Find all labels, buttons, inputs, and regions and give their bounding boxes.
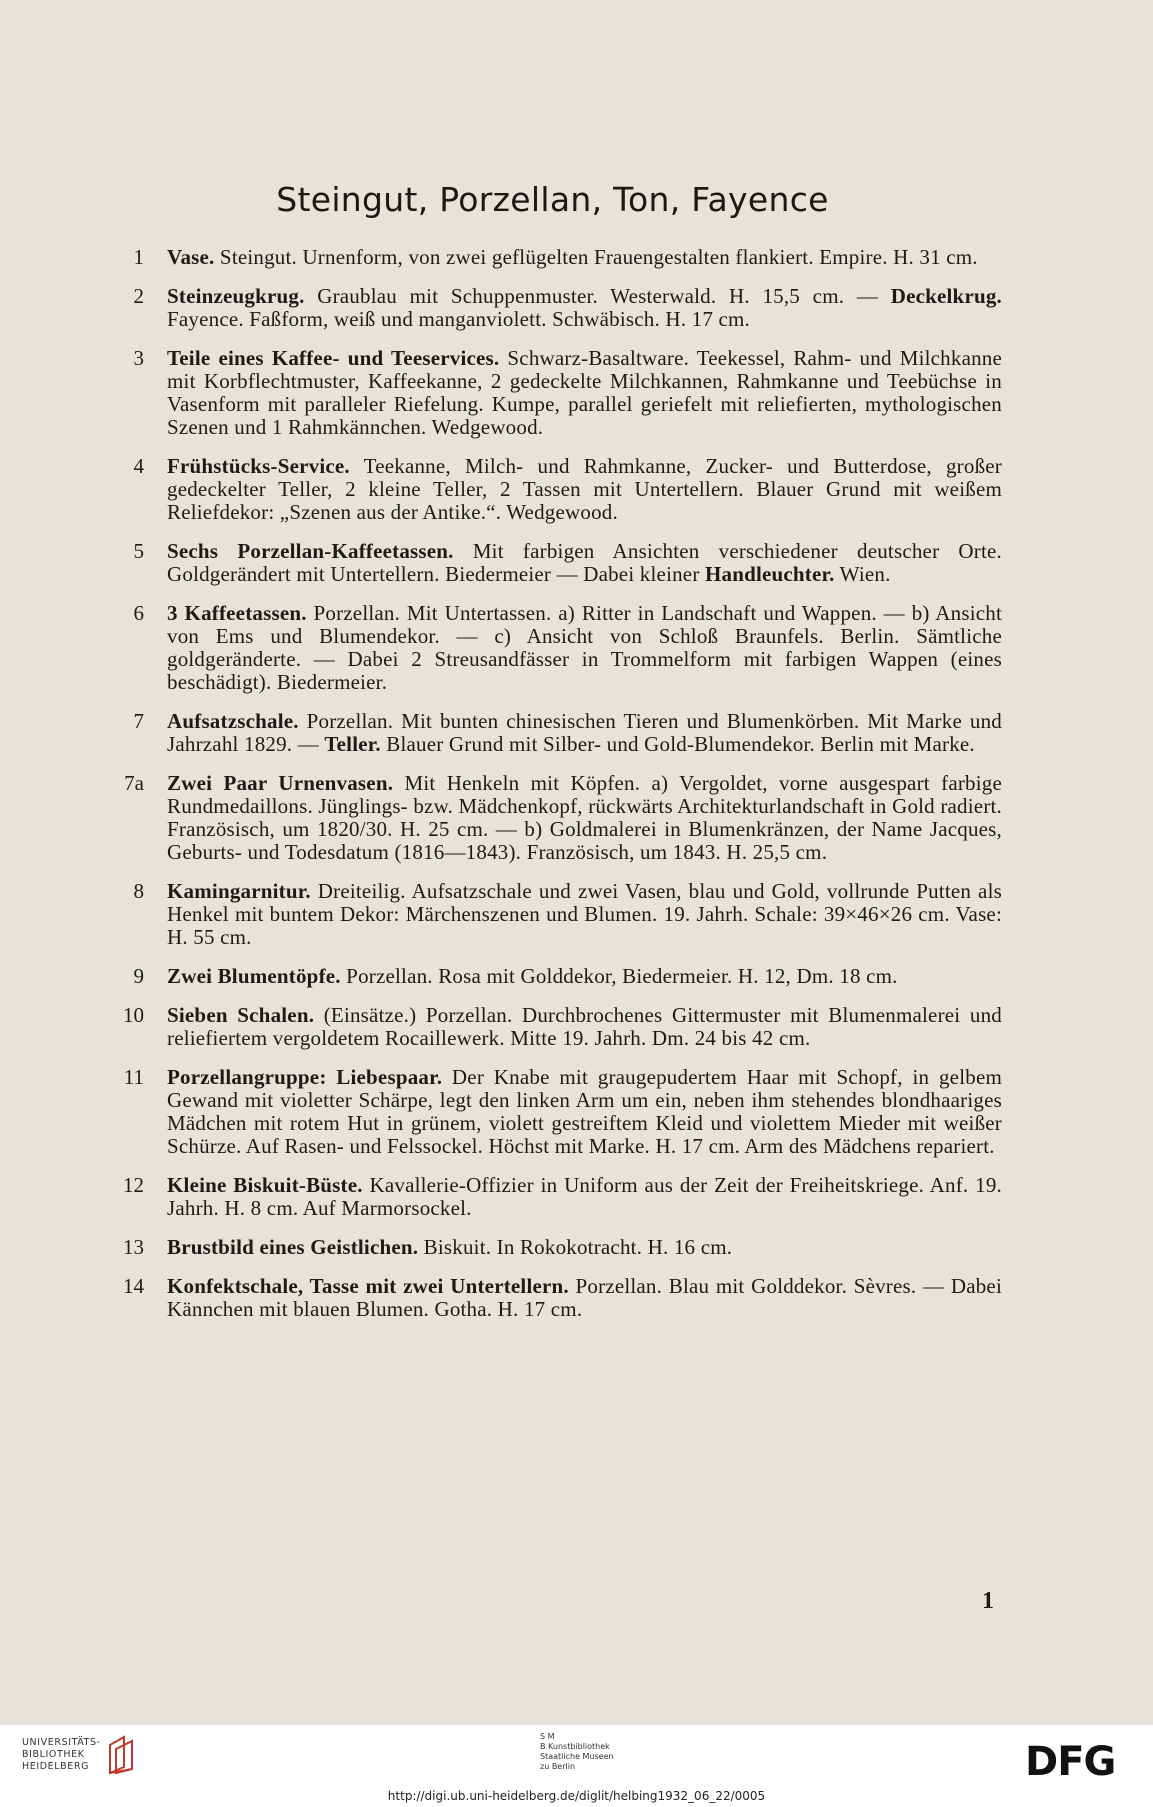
entry-title: Sieben Schalen. [167,1003,315,1027]
entry-title: Sechs Porzellan-Kaffeetassen. [167,539,454,563]
entry-description: Mit Henkeln mit Köpfen. a) Vergoldet, vorne ausgespart farbige Rundmedaillons. Jünglings- bzw. Mädchenkopf, rückwärts Architekturlandschaft in Gold radiert. Französisch, um 1820/30. H. 25 cm. — b) Goldmalerei in Blumenkränzen, der Name Jacques, Geburts- und Todesdatum (1816—1843). Französisch, um 1843. H. 25,5 cm. [167,771,1002,864]
entry-description: Porzellan. Blau mit Golddekor. Sèvres. — Dabei Kännchen mit blauen Blumen. Gotha. H. 17 cm. [167,1274,1002,1321]
entry-description: Steingut. Urnenform, von zwei geflügelten Frauengestalten flankiert. Empire. H. 31 cm. [214,245,978,269]
entry-number: 1 [133,245,144,269]
entry-title: Deckelkrug. [890,284,1002,308]
entry-text [167,772,1002,864]
library-line: B Kunstbibliothek [540,1742,610,1751]
catalog-entry [112,710,1002,756]
catalog-entry [112,602,1002,694]
entry-description: Graublau mit Schuppenmuster. Westerwald. H. 15,5 cm. — [304,284,891,308]
entry-number: 3 [133,346,144,370]
catalog-entry-list [112,246,1002,1337]
entry-text [167,455,1002,524]
entry-description: Porzellan. Rosa mit Golddekor, Biedermeier. H. 12, Dm. 18 cm. [340,964,898,988]
entry-title: Handleuchter. [704,562,835,586]
entry-text [167,1066,1002,1158]
entry-number: 13 [123,1235,144,1259]
library-line: S M [540,1732,555,1741]
entry-text [167,1004,1002,1050]
entry-number: 10 [123,1003,144,1027]
entry-title: Steinzeugkrug. [167,284,305,308]
footer-bar [0,1725,1153,1807]
catalog-entry [112,1275,1002,1321]
entry-number: 14 [123,1274,144,1298]
university-line: BIBLIOTHEK [22,1749,85,1760]
entry-text [167,1236,1002,1259]
entry-title: 3 Kaffeetassen. [167,601,307,625]
entry-title: Zwei Paar Urnenvasen. [167,771,394,795]
entry-text [167,1174,1002,1220]
catalog-entry [112,455,1002,524]
entry-title: Teile eines Kaffee- und Teeservices. [167,346,500,370]
entry-title: Kleine Biskuit-Büste. [167,1173,363,1197]
entry-title: Zwei Blumentöpfe. [167,964,341,988]
entry-text [167,246,1002,269]
university-line: UNIVERSITÄTS- [22,1737,101,1748]
catalog-entry [112,246,1002,269]
source-url-link[interactable]: http://digi.ub.uni-heidelberg.de/diglit/helbing1932_06_22/0005 [387,1789,766,1803]
entry-number: 7 [133,709,144,733]
entry-description: (Einsätze.) Porzellan. Durchbrochenes Gittermuster mit Blumenmalerei und reliefiertem vergoldetem Rocaillewerk. Mitte 19. Jahrh. Dm. 24 bis 42 cm. [167,1003,1002,1050]
entry-title: Vase. [167,245,215,269]
entry-title: Aufsatzschale. [167,709,299,733]
catalog-entry [112,880,1002,949]
entry-description: Blauer Grund mit Silber- und Gold-Blumendekor. Berlin mit Marke. [380,732,975,756]
entry-text [167,710,1002,756]
catalog-entry [112,1236,1002,1259]
entry-number: 11 [123,1065,144,1089]
catalog-entry [112,1004,1002,1050]
entry-description: Kavallerie-Offizier in Uniform aus der Zeit der Freiheitskriege. Anf. 19. Jahrh. H. 8 cm. Auf Marmorsockel. [167,1173,1003,1220]
entry-description: Wien. [834,562,891,586]
section-heading: Steingut, Porzellan, Ton, Fayence [276,180,829,219]
catalog-entry [112,285,1002,331]
library-line: Staatliche Museen [540,1752,614,1761]
page-number: 1 [982,1588,994,1614]
entry-text [167,347,1002,439]
entry-number: 8 [133,879,144,903]
entry-title: Konfektschale, Tasse mit zwei Untertellern. [167,1274,569,1298]
dfg-logo: DFG [1025,1739,1116,1785]
entry-title: Brustbild eines Geistlichen. [167,1235,419,1259]
entry-description: Fayence. Faßform, weiß und manganviolett. Schwäbisch. H. 17 cm. [167,307,750,331]
entry-description: Porzellan. Mit Untertassen. a) Ritter in Landschaft und Wappen. — b) Ansicht von Ems und Blumendekor. — c) Ansicht von Schloß Braunfels. Berlin. Sämtliche goldgeränderte. — Dabei 2 Streusandfässer in Trommelform mit farbigen Wappen (eines beschädigt). Biedermeier. [167,601,1002,694]
entry-text [167,1275,1002,1321]
entry-text [167,285,1002,331]
entry-description: Schwarz-Basaltware. Teekessel, Rahm- und Milchkanne mit Korbflechtmuster, Kaffeekanne, 2 gedeckelte Milchkannen, Rahmkanne und Teebüchse in Vasenform mit paralleler Riefelung. Kumpe, parallel geriefelt mit reliefierten, mythologischen Szenen und 1 Rahmkännchen. Wedgewood. [167,346,1003,439]
entry-description: Dreiteilig. Aufsatzschale und zwei Vasen, blau und Gold, vollrunde Putten als Henkel mit buntem Dekor: Märchenszenen und Blumen. 19. Jahrh. Schale: 39×46×26 cm. Vase: H. 55 cm. [167,879,1002,949]
entry-description: Teekanne, Milch- und Rahmkanne, Zucker- und Butterdose, großer gedeckelter Teller, 2 kleine Teller, 2 Tassen mit Untertellern. Blauer Grund mit weißem Reliefdekor: „Szenen aus der Antike.“. Wedgewood. [167,454,1002,524]
entry-description: Mit farbigen Ansichten verschiedener deutscher Orte. Goldgerändert mit Untertellern. Biedermeier — Dabei kleiner [167,539,1002,586]
catalog-entry [112,540,1002,586]
kunstbibliothek-label [540,1732,614,1772]
university-line: HEIDELBERG [22,1761,90,1772]
entry-title: Porzellangruppe: Liebespaar. [167,1065,443,1089]
entry-description: Biskuit. In Rokokotracht. H. 16 cm. [418,1235,733,1259]
library-line: zu Berlin [540,1762,576,1771]
entry-text [167,880,1002,949]
entry-text [167,602,1002,694]
university-seal-icon [102,1733,142,1777]
catalog-entry [112,1066,1002,1158]
entry-number: 12 [123,1173,144,1197]
entry-title: Frühstücks-Service. [167,454,350,478]
entry-title: Teller. [324,732,381,756]
entry-number: 2 [133,284,144,308]
catalog-entry [112,1174,1002,1220]
catalog-entry [112,772,1002,864]
entry-title: Kamingarnitur. [167,879,311,903]
entry-description: Der Knabe mit graugepudertem Haar mit Schopf, in gelbem Gewand mit violetter Schärpe, legt den linken Arm um ein, neben ihm stehendes blondhaariges Mädchen mit rotem Hut in grünem, violett gestreiftem Kleid und violettem Mieder mit weißer Schürze. Auf Rasen- und Felssockel. Höchst mit Marke. H. 17 cm. Arm des Mädchens repariert. [167,1065,1002,1158]
entry-number: 9 [133,964,144,988]
entry-text [167,965,1002,988]
entry-text [167,540,1002,586]
catalog-entry [112,965,1002,988]
entry-number: 7a [124,771,144,795]
entry-description: Porzellan. Mit bunten chinesischen Tieren und Blumenkörben. Mit Marke und Jahrzahl 1829. — [167,709,1002,756]
entry-number: 5 [133,539,144,563]
entry-number: 4 [133,454,144,478]
catalog-entry [112,347,1002,439]
entry-number: 6 [133,601,144,625]
university-library-logo-text [22,1737,101,1773]
